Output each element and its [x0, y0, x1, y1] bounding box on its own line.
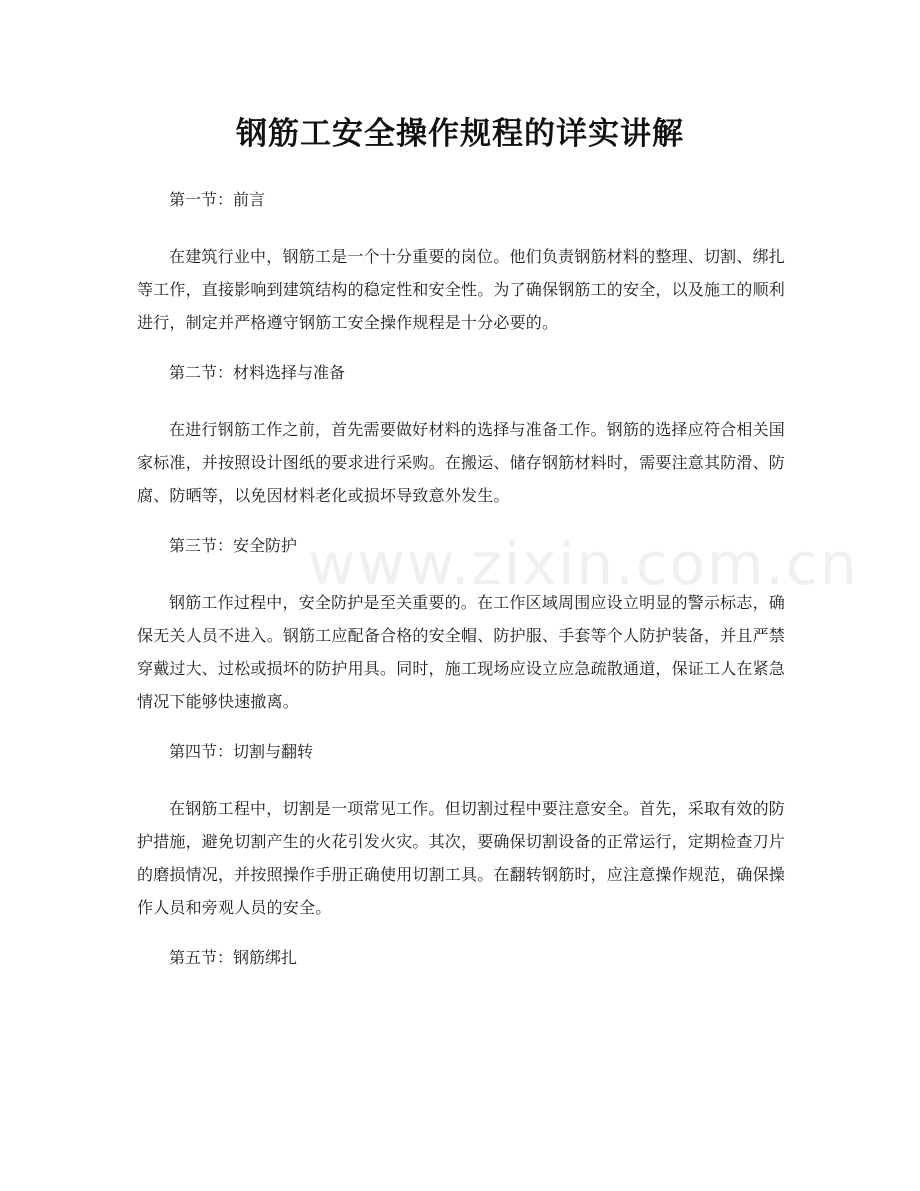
section-paragraph: 在进行钢筋工作之前，首先需要做好材料的选择与准备工作。钢筋的选择应符合相关国家标准，并按照设计图纸的要求进行采购。在搬运、储存钢筋材料时，需要注意其防滑、防腐、防晒等，以免因材料老化或损坏导致意外发生。 [137, 420, 786, 505]
section-heading: 第四节：切割与翻转 [169, 742, 314, 761]
section-paragraph: 在钢筋工程中，切割是一项常见工作。但切割过程中要注意安全。首先，采取有效的防护措施，避免切割产生的火花引发火灾。其次，要确保切割设备的正常运行，定期检查刀片的磨损情况，并按照操作手册正确使用切割工具。在翻转钢筋时，应注意操作规范，确保操作人员和旁观人员的安全。 [137, 799, 786, 917]
section-heading: 第二节：材料选择与准备 [169, 363, 346, 382]
document-title: 钢筋工安全操作规程的详实讲解 [236, 116, 684, 152]
section-heading: 第三节：安全防护 [169, 536, 298, 555]
section-heading: 第一节：前言 [169, 190, 266, 209]
section-2 [137, 359, 785, 512]
section-paragraph: 钢筋工作过程中，安全防护是至关重要的。在工作区域周围应设立明显的警示标志，确保无关人员不进入。钢筋工应配备合格的安全帽、防护服、手套等个人防护装备，并且严禁穿戴过大、过松或损坏的防护用具。同时，施工现场应设立应急疏散通道，保证工人在紧急情况下能够快速撤离。 [137, 593, 786, 711]
section-heading: 第五节：钢筋绑扎 [169, 948, 298, 967]
watermark: www.zixin.com.cn [308, 530, 859, 598]
section-5 [137, 944, 785, 972]
section-3 [137, 532, 785, 718]
section-1 [137, 186, 785, 339]
section-paragraph: 在建筑行业中，钢筋工是一个十分重要的岗位。他们负责钢筋材料的整理、切割、绑扎等工作，直接影响到建筑结构的稳定性和安全性。为了确保钢筋工的安全，以及施工的顺利进行，制定并严格遵守钢筋工安全操作规程是十分必要的。 [137, 247, 786, 332]
section-4 [137, 738, 785, 924]
document-body [137, 186, 785, 998]
